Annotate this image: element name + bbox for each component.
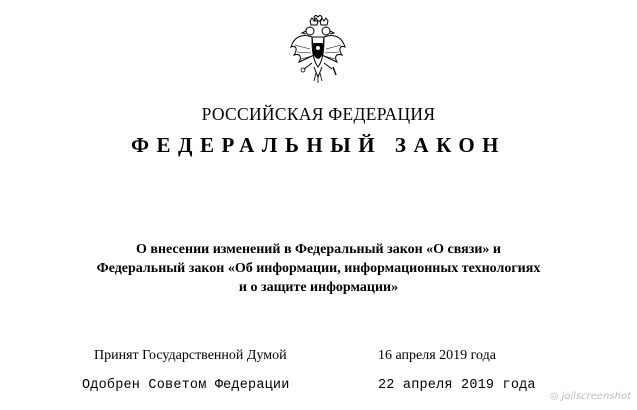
duma-adoption-date: 16 апреля 2019 года — [378, 348, 496, 363]
law-title — [60, 240, 577, 297]
law-title-line: Федеральный закон «Об информации, информационных технологиях — [96, 261, 541, 276]
council-approval-label: Одобрен Советом Федерации — [82, 378, 290, 393]
duma-adoption-label: Принят Государственной Думой — [94, 348, 287, 363]
russian-coat-of-arms-icon — [288, 15, 348, 85]
country-name: РОССИЙСКАЯ ФЕДЕРАЦИЯ — [201, 104, 436, 124]
document-type: ФЕДЕРАЛЬНЫЙ ЗАКОН — [131, 133, 506, 157]
council-approval-date: 22 апреля 2019 года — [378, 378, 536, 393]
camera-icon: ◎ — [549, 391, 559, 402]
law-title-line: О внесении изменений в Федеральный закон «О связи» и — [136, 242, 501, 257]
watermark — [550, 391, 631, 402]
law-title-line: и о защите информации» — [238, 280, 399, 295]
watermark-text: joilscreenshot — [561, 391, 631, 402]
